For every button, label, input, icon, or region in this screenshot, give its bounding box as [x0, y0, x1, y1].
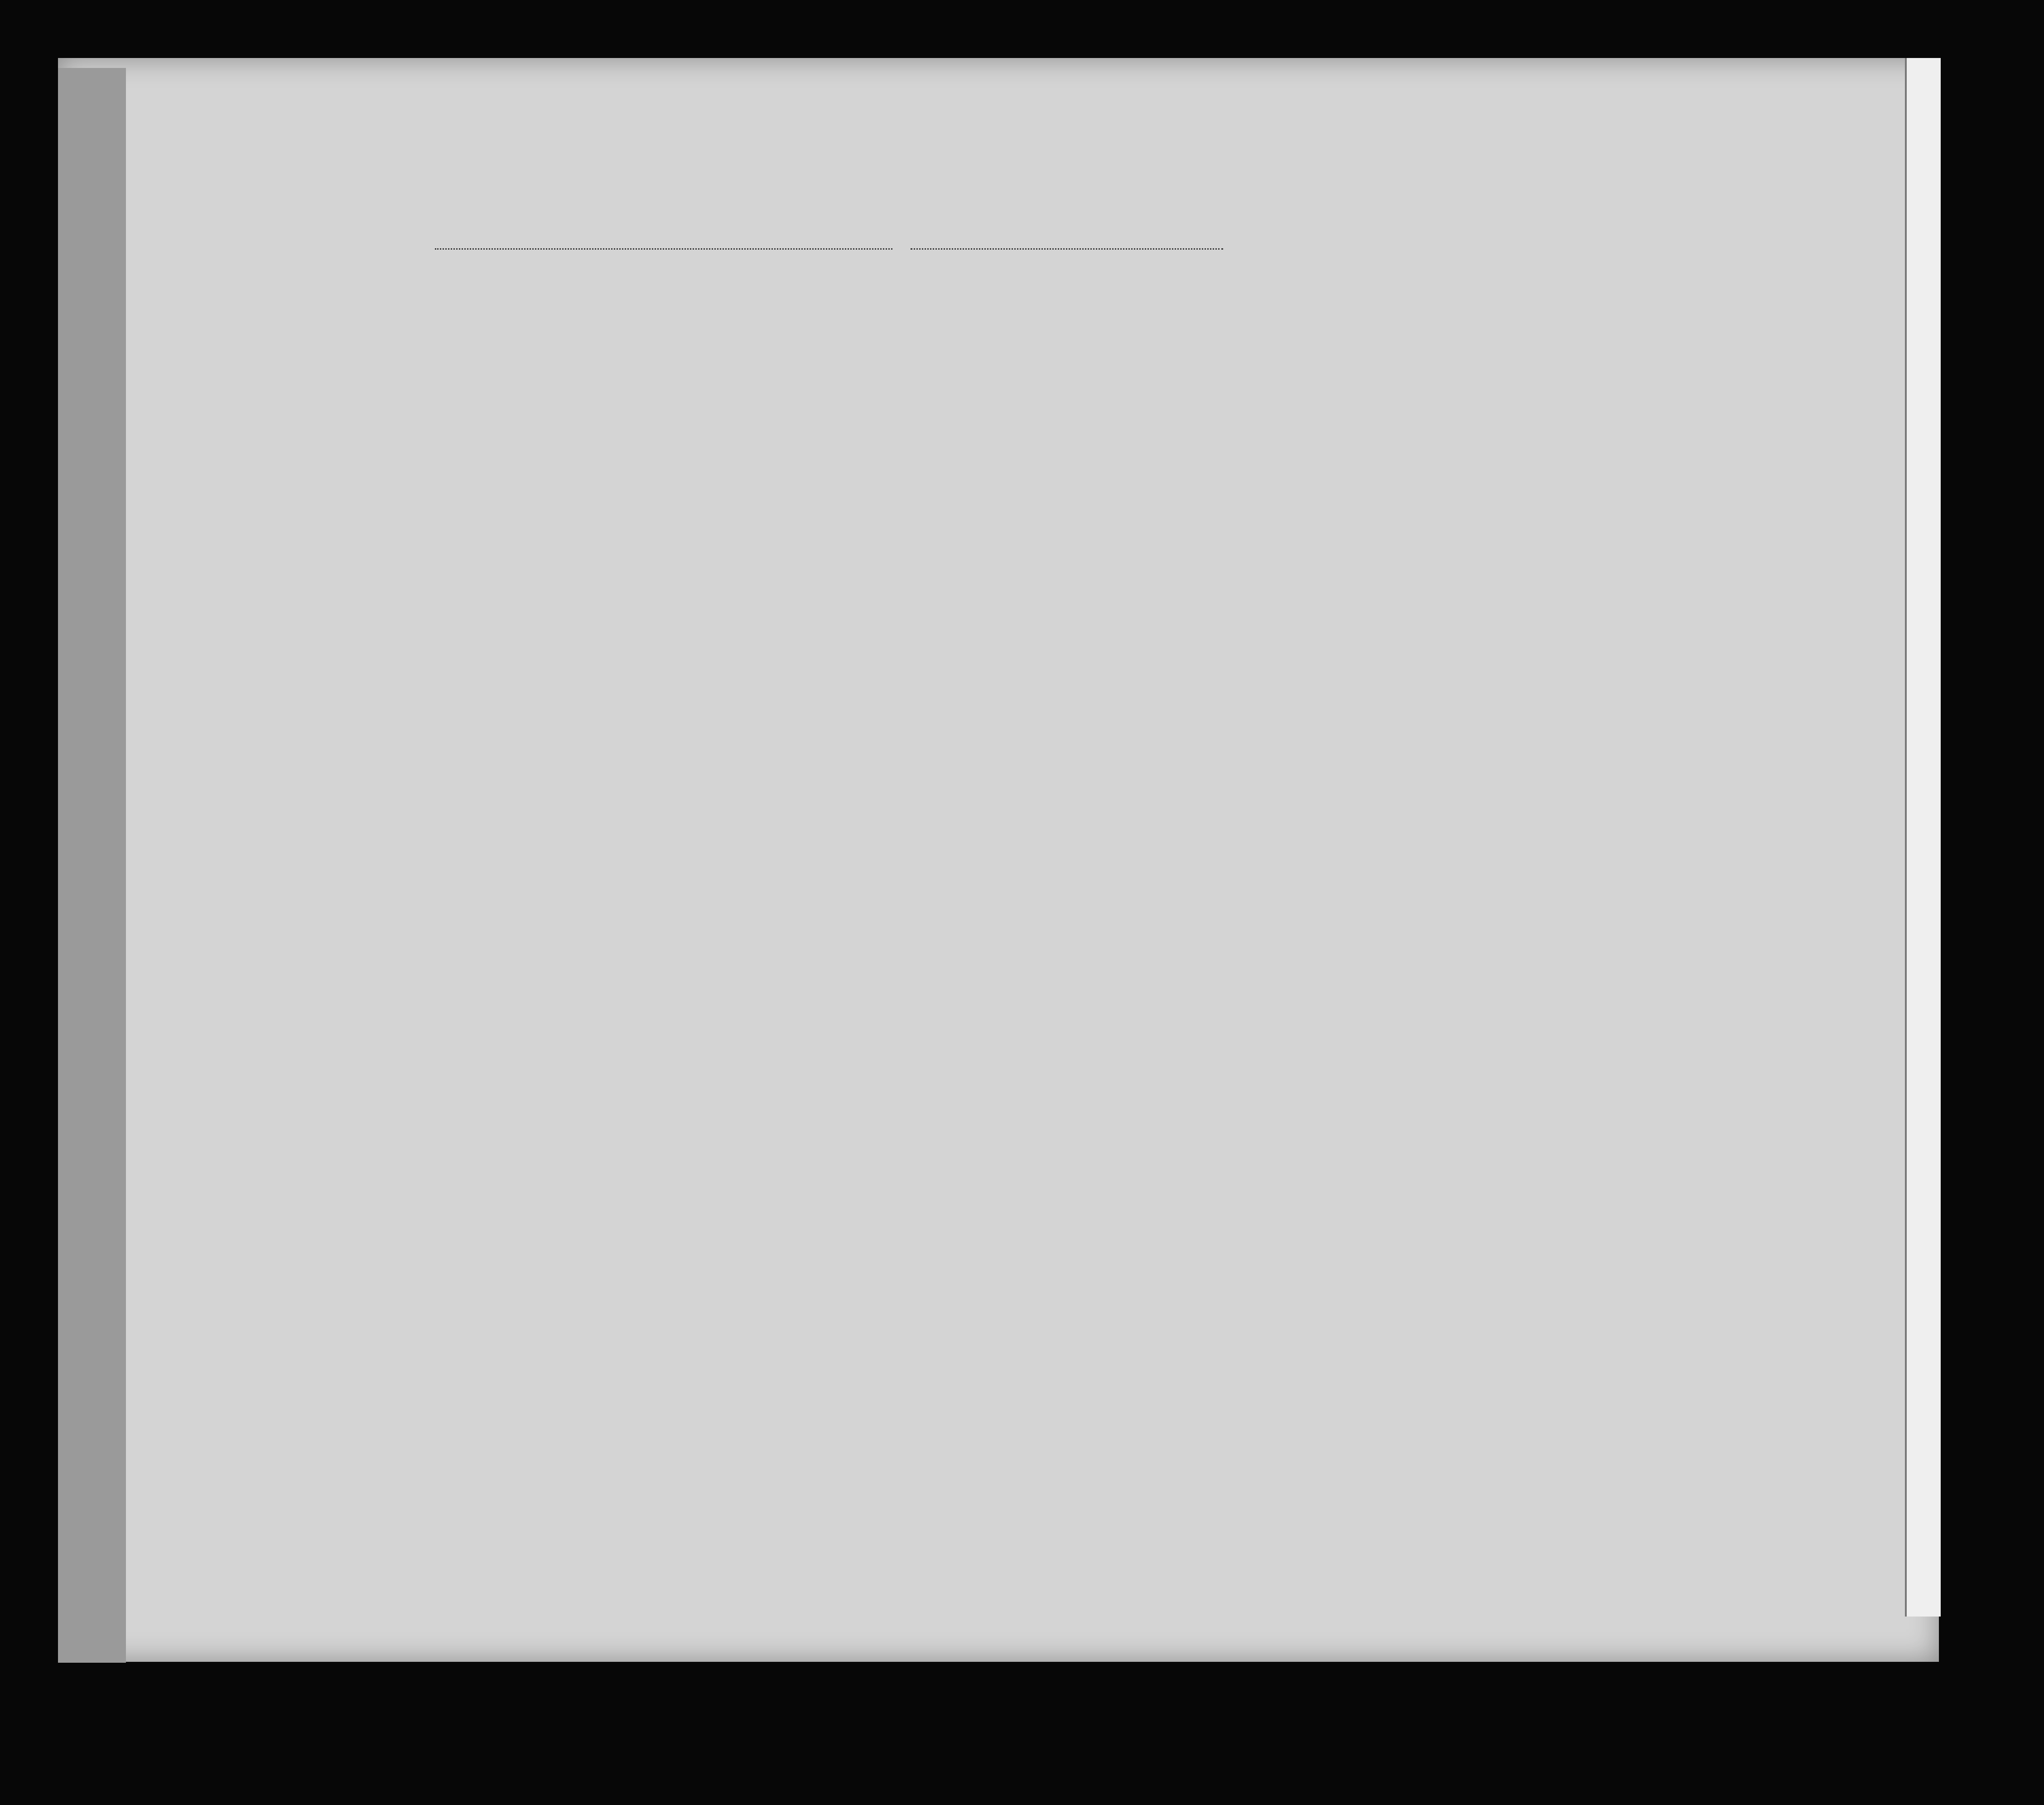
right-page-edge [1905, 58, 1941, 1617]
manifest-sheet [58, 58, 1939, 1662]
date-dotted-line [911, 248, 1223, 250]
left-binding-strip [58, 68, 126, 1663]
port-dotted-line [435, 248, 892, 250]
